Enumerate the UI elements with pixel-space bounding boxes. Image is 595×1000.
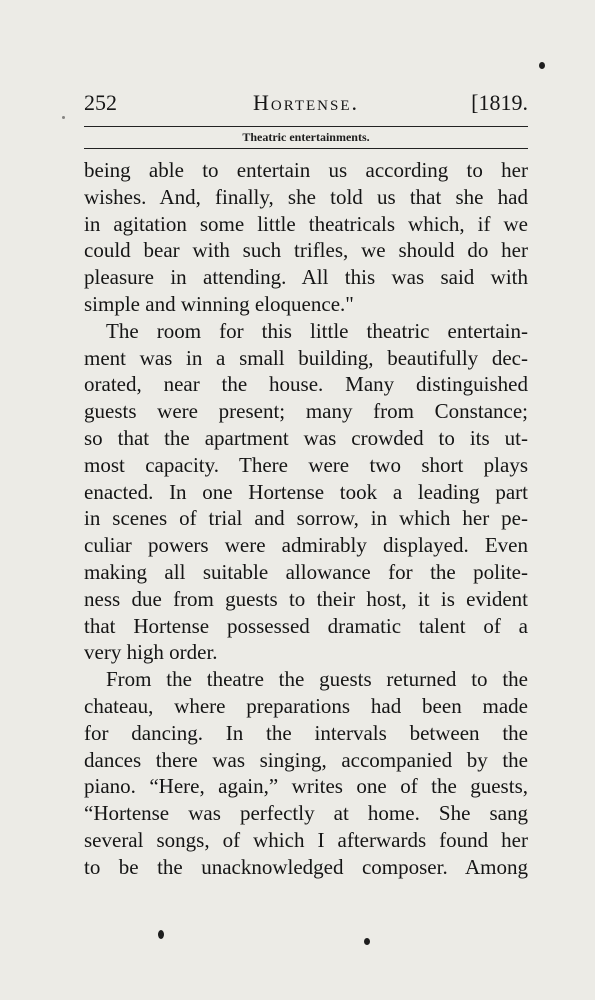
text-line: orated, near the house. Many distinguished (84, 372, 528, 397)
text-line: culiar powers were admirably displayed. Even (84, 533, 528, 558)
text-line: in scenes of trial and sorrow, in which her pe- (84, 506, 528, 531)
text-line: dances there was singing, accompanied by the (84, 747, 528, 772)
section-subhead: Theatric entertainments. (242, 130, 370, 144)
page-number: 252 (84, 90, 117, 115)
text-line: being able to entertain us according to her (84, 158, 528, 182)
ink-speck (364, 938, 370, 945)
text-line: guests were present; many from Constance; (84, 399, 528, 424)
text-line: that Hortense possessed dramatic talent of a (84, 613, 528, 638)
text-line: for dancing. In the intervals between the (84, 720, 528, 745)
header-rule-bottom (84, 148, 528, 149)
text-line: “Hortense was perfectly at home. She sang (84, 801, 528, 826)
text-line: making all suitable allowance for the polite- (84, 559, 528, 584)
text-line: to be the unacknowledged composer. Among (84, 854, 528, 879)
text-line: several songs, of which I afterwards found her (84, 827, 528, 852)
body-text (84, 157, 528, 881)
ink-speck (62, 116, 65, 119)
text-line: ness due from guests to their host, it is evident (84, 586, 528, 611)
text-line: wishes. And, finally, she told us that she had (84, 184, 528, 209)
running-year: [1819. (471, 90, 528, 115)
text-line: so that the apartment was crowded to its ut- (84, 425, 528, 450)
text-line: simple and winning eloquence." (84, 291, 354, 316)
text-line: could bear with such trifles, we should do her (84, 238, 528, 263)
text-line: From the theatre the guests returned to the (106, 667, 528, 692)
text-line: The room for this little theatric entertain- (106, 318, 528, 343)
text-line: in agitation some little theatricals which, if we (84, 211, 528, 236)
text-line: pleasure in attending. All this was said with (84, 265, 528, 290)
text-line: ment was in a small building, beautifully dec- (84, 345, 528, 370)
text-line: piano. “Here, again,” writes one of the guests, (84, 774, 528, 799)
text-line: very high order. (84, 640, 218, 665)
text-line: chateau, where preparations had been made (84, 693, 528, 718)
header-rule-top (84, 126, 528, 127)
ink-speck (539, 62, 545, 69)
text-line: enacted. In one Hortense took a leading part (84, 479, 528, 504)
running-head (84, 88, 528, 118)
ink-speck (158, 930, 164, 939)
text-line: most capacity. There were two short plays (84, 452, 528, 477)
running-title: Hortense. (253, 90, 359, 115)
